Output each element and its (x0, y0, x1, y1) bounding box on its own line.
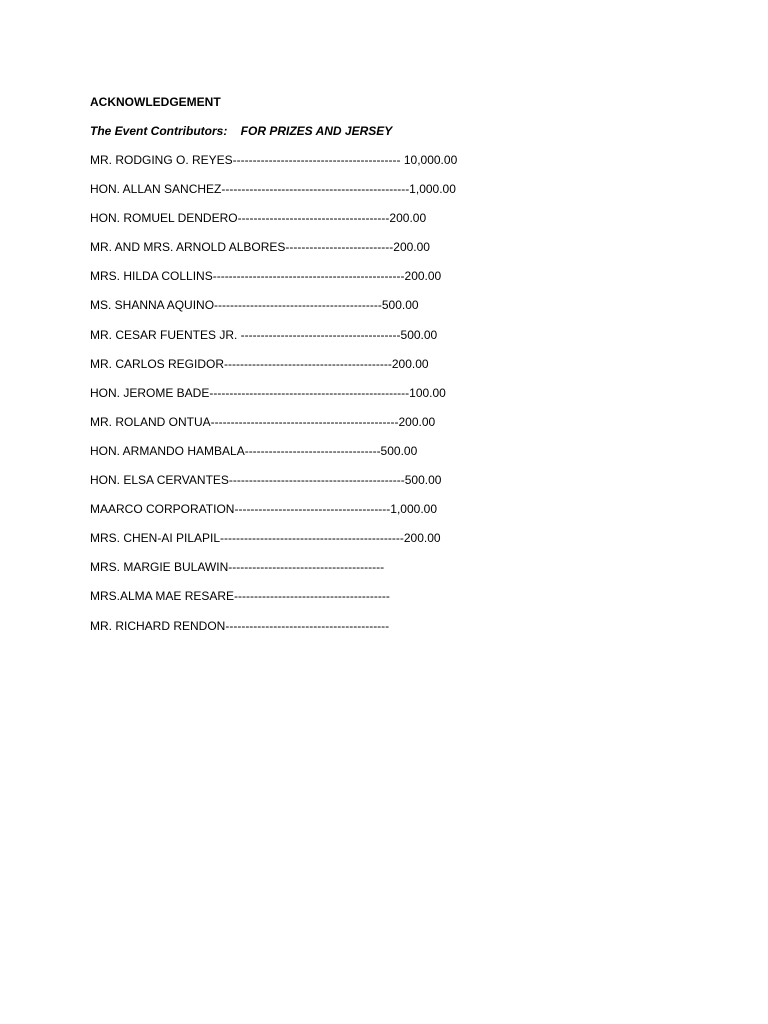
contributor-entry: MR. AND MRS. ARNOLD ALBORES---------------------------200.00 (90, 240, 430, 255)
contributor-entry: MAARCO CORPORATION---------------------------------------1,000.00 (90, 502, 438, 517)
document-heading: ACKNOWLEDGEMENT (90, 95, 221, 109)
contributor-entry: HON. ARMANDO HAMBALA----------------------------------500.00 (90, 443, 418, 458)
contributor-entry: MRS. HILDA COLLINS------------------------------------------------200.00 (90, 269, 442, 284)
contributor-entry: MR. CARLOS REGIDOR------------------------------------------200.00 (90, 356, 429, 371)
contributor-entry: MRS. MARGIE BULAWIN--------------------------------------- (90, 560, 385, 575)
contributor-entry: MR. CESAR FUENTES JR. ----------------------------------------500.00 (90, 327, 438, 342)
contributor-entry: HON. ELSA CERVANTES--------------------------------------------500.00 (90, 473, 442, 488)
contributor-entry: HON. ROMUEL DENDERO--------------------------------------200.00 (90, 211, 427, 226)
contributor-entry: MR. RICHARD RENDON----------------------------------------- (90, 618, 390, 633)
contributor-entry: MS. SHANNA AQUINO------------------------------------------500.00 (90, 298, 419, 313)
contributor-entry: MRS. CHEN-AI PILAPIL----------------------------------------------200.00 (90, 531, 441, 546)
contributors-subheading: The Event Contributors: FOR PRIZES AND JERSEY (90, 124, 393, 138)
contributor-entry: MR. RODGING O. REYES------------------------------------------ 10,000.00 (90, 153, 458, 167)
document-page (90, 93, 690, 646)
contributor-entry: HON. ALLAN SANCHEZ-----------------------------------------------1,000.00 (90, 182, 456, 197)
contributor-entry: MRS.ALMA MAE RESARE--------------------------------------- (90, 589, 390, 604)
contributor-entry: MR. ROLAND ONTUA-----------------------------------------------200.00 (90, 414, 436, 429)
contributors-list (90, 151, 690, 635)
contributor-entry: HON. JEROME BADE--------------------------------------------------100.00 (90, 385, 446, 400)
